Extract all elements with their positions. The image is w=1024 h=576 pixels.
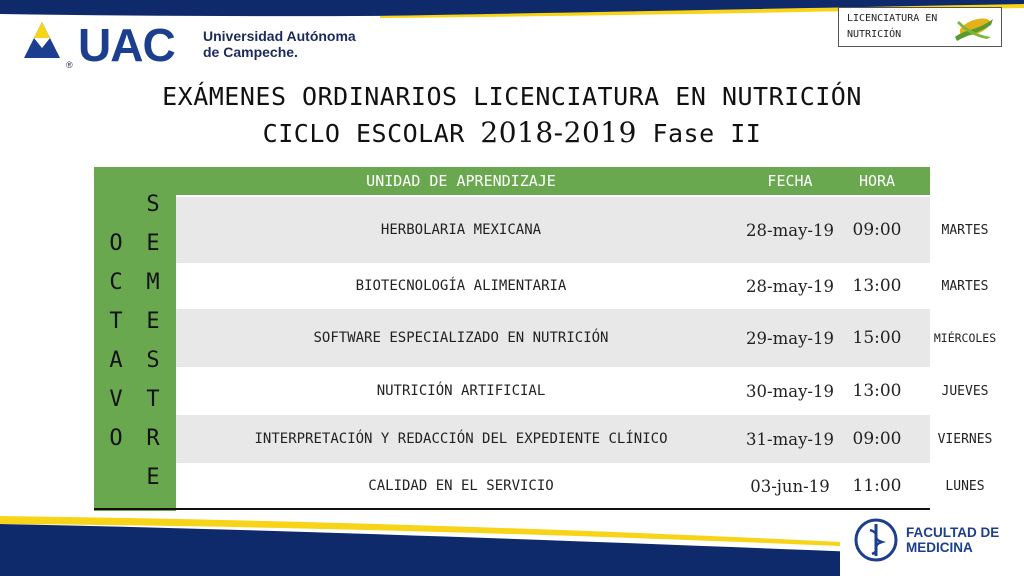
- cell-date: 30-may-19: [746, 381, 834, 401]
- table-row: [176, 415, 993, 463]
- registered-mark: ®: [66, 60, 73, 70]
- cell-subject: INTERPRETACIÓN Y REDACCIÓN DEL EXPEDIENTE CLÍNICO: [254, 431, 668, 447]
- page-subtitle: [0, 116, 1024, 149]
- cell-day: VIERNES: [937, 431, 993, 447]
- octavo-letter: T: [109, 309, 123, 334]
- octavo-vertical-label: [104, 224, 128, 458]
- cell-subject: CALIDAD EN EL SERVICIO: [368, 478, 554, 494]
- cell-subject: SOFTWARE ESPECIALIZADO EN NUTRICIÓN: [313, 330, 609, 346]
- octavo-letter: A: [109, 348, 123, 373]
- semestre-letter: E: [146, 465, 160, 490]
- phase-label: Fase II: [652, 119, 762, 148]
- table-row: [176, 263, 989, 309]
- semestre-letter: E: [146, 231, 160, 256]
- cell-date: 31-may-19: [746, 429, 834, 449]
- semestre-letter: T: [146, 387, 160, 412]
- faculty-name: [906, 525, 999, 555]
- table-header: [176, 167, 979, 195]
- uac-wordmark: UAC: [78, 19, 175, 71]
- university-name: [203, 28, 356, 60]
- octavo-letter: O: [109, 231, 123, 256]
- cycle-label: CICLO ESCOLAR: [262, 119, 465, 148]
- column-header-hour: HORA: [858, 172, 896, 190]
- program-badge-line1: LICENCIATURA EN: [847, 13, 938, 24]
- octavo-letter: C: [109, 270, 123, 295]
- cell-hour: 13:00: [852, 381, 902, 401]
- pyramid-icon: [12, 18, 72, 70]
- semestre-letter: E: [146, 309, 160, 334]
- cell-date: 29-may-19: [746, 328, 834, 348]
- cell-day: MIÉRCOLES: [933, 331, 997, 345]
- cell-day: LUNES: [945, 478, 985, 494]
- cell-day: JUEVES: [941, 383, 989, 399]
- cell-day: MARTES: [941, 278, 989, 294]
- cycle-year: 2018-2019: [480, 116, 637, 149]
- octavo-letter: O: [109, 426, 123, 451]
- corn-icon: [951, 11, 997, 45]
- table-row: [176, 367, 989, 415]
- column-header-subject: UNIDAD DE APRENDIZAJE: [366, 172, 556, 190]
- caduceus-icon: [852, 516, 902, 562]
- semestre-letter: R: [146, 426, 160, 451]
- cell-hour: 15:00: [852, 328, 902, 348]
- cell-date: 03-jun-19: [750, 476, 830, 496]
- faculty-name-line1: FACULTAD DE: [906, 525, 1000, 540]
- table-row: [176, 463, 985, 509]
- university-name-line2: de Campeche.: [203, 44, 298, 60]
- semestre-vertical-label: [141, 185, 165, 497]
- cell-hour: 09:00: [852, 429, 902, 449]
- cell-date: 28-may-19: [746, 220, 834, 240]
- faculty-name-line2: MEDICINA: [906, 540, 973, 555]
- cell-hour: 09:00: [852, 220, 902, 240]
- cell-subject: BIOTECNOLOGÍA ALIMENTARIA: [355, 278, 567, 294]
- cell-hour: 11:00: [852, 476, 902, 496]
- table-row: [176, 197, 989, 263]
- octavo-letter: V: [109, 387, 123, 412]
- cell-hour: 13:00: [852, 276, 902, 296]
- column-header-day: DÍA: [951, 172, 979, 190]
- cell-subject: HERBOLARIA MEXICANA: [380, 222, 542, 238]
- university-name-line1: Universidad Autónoma: [203, 28, 356, 44]
- program-badge-line2: NUTRICIÓN: [847, 29, 902, 40]
- cell-day: MARTES: [941, 222, 989, 238]
- cell-subject: NUTRICIÓN ARTIFICIAL: [376, 383, 546, 399]
- page-title: EXÁMENES ORDINARIOS LICENCIATURA EN NUTRICIÓN: [162, 82, 862, 111]
- exam-schedule-table: [94, 167, 997, 511]
- column-header-date: FECHA: [767, 172, 813, 190]
- table-bottom-rule: [94, 508, 930, 510]
- semestre-letter: S: [146, 348, 160, 373]
- semestre-letter: S: [146, 192, 160, 217]
- cell-date: 28-may-19: [746, 276, 834, 296]
- table-row: [176, 309, 997, 367]
- semester-sidebar: [94, 167, 176, 511]
- program-badge: [838, 7, 1002, 47]
- semestre-letter: M: [146, 270, 160, 295]
